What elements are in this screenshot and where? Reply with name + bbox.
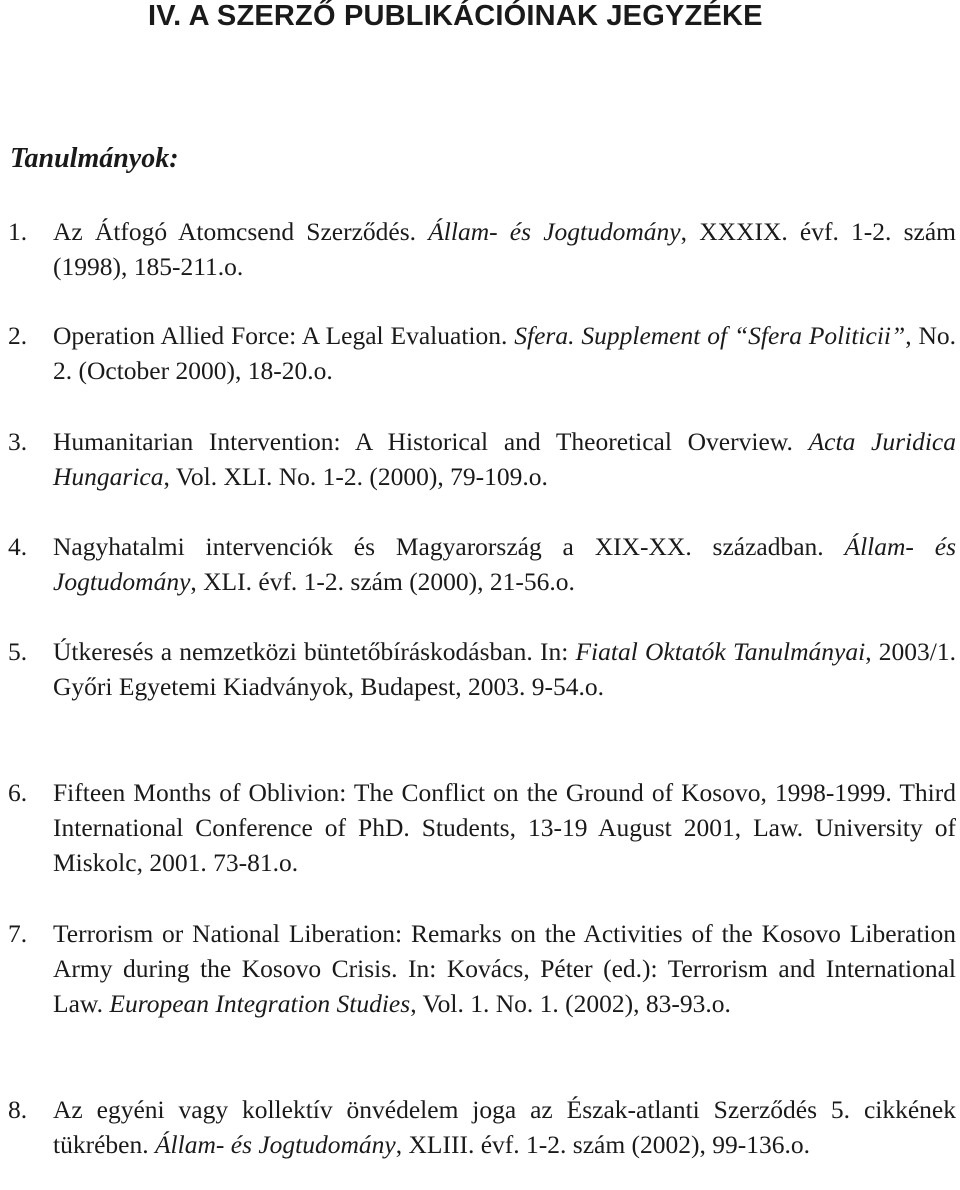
- page-heading: IV. A SZERZŐ PUBLIKÁCIÓINAK JEGYZÉKE: [148, 0, 763, 32]
- publication-entry-1: [8, 214, 956, 284]
- publication-entry-3: [8, 424, 956, 494]
- entry-text: Az egyéni vagy kollektív önvédelem joga az Észak-atlanti Szerződés 5. cikkének tükrében. Állam- és Jogtudomány, XLIII. évf. 1-2. szám (2002), 99-136.o.: [53, 1095, 956, 1159]
- journal-title: Állam- és Jogtudomány: [53, 532, 956, 596]
- journal-title: Acta Juridica Hungarica: [53, 427, 956, 491]
- entry-number: 3.: [8, 427, 28, 456]
- entry-text: Humanitarian Intervention: A Historical and Theoretical Overview. Acta Juridica Hungarica, Vol. XLI. No. 1-2. (2000), 79-109.o.: [53, 427, 956, 491]
- entry-number: 5.: [8, 637, 28, 666]
- publication-entry-6: [8, 775, 956, 880]
- entry-number: 4.: [8, 532, 28, 561]
- journal-title: Állam- és Jogtudomány: [154, 1130, 396, 1159]
- journal-title: Állam- és Jogtudomány: [428, 217, 681, 246]
- entry-text: Az Átfogó Atomcsend Szerződés. Állam- és Jogtudomány, XXXIX. évf. 1-2. szám (1998), 185-211.o.: [53, 217, 956, 281]
- publication-entry-7: [8, 916, 956, 1021]
- entry-number: 2.: [8, 321, 28, 350]
- publication-entry-5: [8, 634, 956, 704]
- section-title: Tanulmányok:: [10, 143, 179, 174]
- entry-text: Terrorism or National Liberation: Remarks on the Activities of the Kosovo Liberation Army during the Kosovo Crisis. In: Kovács, Péter (ed.): Terrorism and International Law. European Integration Studies, Vol. 1. No. 1. (2002), 83-93.o.: [53, 919, 956, 1018]
- entry-text: Operation Allied Force: A Legal Evaluation. Sfera. Supplement of “Sfera Politicii”, No. 2. (October 2000), 18-20.o.: [53, 321, 956, 385]
- entry-text: Útkeresés a nemzetközi büntetőbíráskodásban. In: Fiatal Oktatók Tanulmányai, 2003/1. Győri Egyetemi Kiadványok, Budapest, 2003. 9-54.o.: [53, 637, 956, 701]
- journal-title: Fiatal Oktatók Tanulmányai: [575, 637, 866, 666]
- entry-number: 6.: [8, 778, 28, 807]
- publication-entry-4: [8, 529, 956, 599]
- entry-number: 8.: [8, 1095, 28, 1124]
- entry-text: Fifteen Months of Oblivion: The Conflict on the Ground of Kosovo, 1998-1999. Third International Conference of PhD. Students, 13-19 August 2001, Law. University of Miskolc, 2001. 73-81.o.: [53, 778, 956, 877]
- entry-text: Nagyhatalmi intervenciók és Magyarország a XIX-XX. században. Állam- és Jogtudomány, XLI. évf. 1-2. szám (2000), 21-56.o.: [53, 532, 956, 596]
- journal-title: Sfera. Supplement of “Sfera Politicii”: [514, 321, 906, 350]
- entry-number: 7.: [8, 919, 28, 948]
- publication-entry-8: [8, 1092, 956, 1162]
- publication-entry-2: [8, 318, 956, 388]
- journal-title: European Integration Studies: [109, 989, 411, 1018]
- entry-number: 1.: [8, 217, 28, 246]
